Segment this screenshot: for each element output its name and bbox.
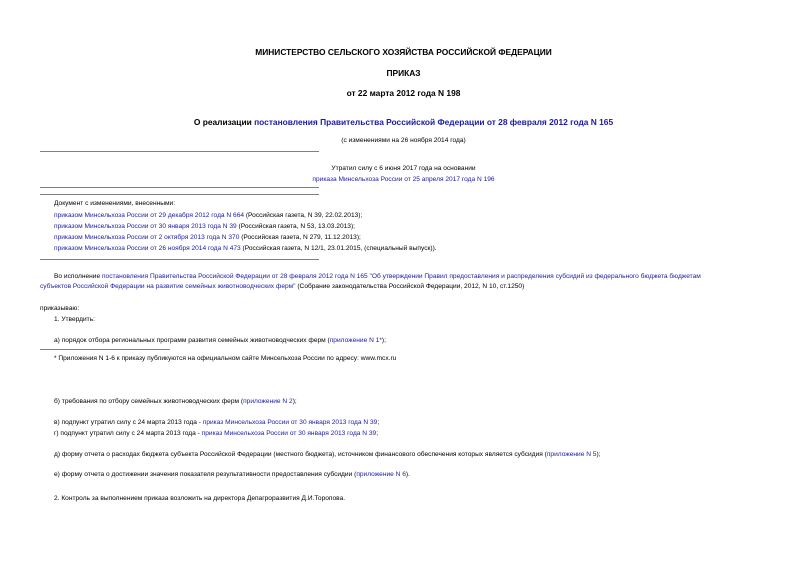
change-source: (Российская газета, N 279, 11.12.2013); <box>239 234 361 241</box>
status-line: Утратил силу с 6 июня 2017 года на основании <box>331 165 476 172</box>
item-g-end: ; <box>376 430 379 437</box>
item-b-end: ); <box>292 398 297 405</box>
item-1: 1. Утвердить: <box>54 316 95 323</box>
item-g <box>54 430 378 438</box>
preamble-line-2 <box>40 283 524 291</box>
item-e-text: е) форму отчета о достижении значения показателя результативности предоставления субсидии ( <box>54 471 357 478</box>
item-a-end: ); <box>381 337 386 344</box>
item-e-end: ). <box>405 471 410 478</box>
divider <box>40 259 319 260</box>
preamble-prefix: Во исполнение <box>54 273 102 280</box>
change-link[interactable]: приказом Минсельхоза России от 29 декабря 2012 года N 664 <box>54 212 245 219</box>
divider <box>40 187 319 188</box>
appendix-6-link[interactable]: приложение N 6 <box>356 471 406 478</box>
change-link[interactable]: приказом Минсельхоза России от 30 января 2013 года N 39 <box>54 223 237 230</box>
item-v <box>54 419 379 427</box>
change-source: (Российская газета, N 53, 13.03.2013); <box>236 223 355 230</box>
item-a-text: а) порядок отбора региональных программ развития семейных животноводческих ферм ( <box>54 337 330 344</box>
change-item <box>54 234 361 242</box>
change-item <box>54 223 355 231</box>
item-d-end: ); <box>596 451 601 458</box>
appendix-5-link[interactable]: приложение N 5 <box>546 451 597 458</box>
doc-type-heading: ПРИКАЗ <box>386 68 421 78</box>
amended-note: (с изменениями на 26 ноября 2014 года) <box>341 137 466 144</box>
title-link[interactable]: постановления Правительства Российской Федерации от 28 февраля 2012 года N 165 <box>254 117 614 127</box>
order-39-link[interactable]: приказ Минсельхоза России от 30 января 2013 года N 39 <box>202 419 378 426</box>
change-link[interactable]: приказом Минсельхоза России от 2 октября 2013 года N 370 <box>54 234 240 241</box>
item-g-text: г) подпункт утратил силу с 24 марта 2013 года - <box>54 430 202 437</box>
footnote: * Приложения N 1-6 к приказу публикуются на официальном сайте Минсельхоза России по адресу: www.mcx.ru <box>54 355 397 362</box>
change-source: (Российская газета, N 12/1, 23.01.2015, (специальный выпуск)). <box>240 245 437 252</box>
change-source: (Российская газета, N 39, 22.02.2013); <box>244 212 363 219</box>
divider <box>40 194 319 195</box>
item-b-text: б) требования по отбору семейных животноводческих ферм ( <box>54 398 244 405</box>
change-item <box>54 212 362 220</box>
item-d <box>54 451 601 459</box>
change-link[interactable]: приказом Минсельхоза России от 26 ноября 2014 года N 473 <box>54 245 241 252</box>
preamble-suffix: (Собрание законодательства Российской Федерации, 2012, N 10, ст.1250) <box>295 283 525 290</box>
preamble-link[interactable]: субъектов Российской Федерации на развитие семейных животноводческих ферм" <box>40 283 296 290</box>
ministry-heading: МИНИСТЕРСТВО СЕЛЬСКОГО ХОЗЯЙСТВА РОССИЙСКОЙ ФЕДЕРАЦИИ <box>255 47 552 57</box>
title-prefix: О реализации <box>193 117 255 127</box>
item-b <box>54 398 297 406</box>
changes-heading: Документ с изменениями, внесенными: <box>54 200 176 207</box>
preamble-link[interactable]: постановления Правительства Российской Федерации от 28 февраля 2012 года N 165 "Об утверждении Правил предоставления и распределения субсидий из федерального бюджета бюджетам <box>101 273 701 280</box>
item-e <box>54 471 410 479</box>
item-a <box>54 337 386 345</box>
item-d-text: д) форму отчета о расходах бюджета субъекта Российской Федерации (местного бюджета), источником финансового обеспечения которых является субсидия ( <box>54 451 547 458</box>
order-39-link[interactable]: приказ Минсельхоза России от 30 января 2013 года N 39 <box>201 430 377 437</box>
preamble-line-1 <box>54 273 701 281</box>
item-v-end: ; <box>377 419 380 426</box>
doc-title <box>0 117 807 127</box>
item-2: 2. Контроль за выполнением приказа возложить на директора Депагроразвития Д.И.Торопова. <box>54 495 346 502</box>
appendix-1-link[interactable]: приложение N 1* <box>329 337 382 344</box>
date-number: от 22 марта 2012 года N 198 <box>346 88 461 98</box>
item-v-text: в) подпункт утратил силу с 24 марта 2013 года - <box>54 419 203 426</box>
appendix-2-link[interactable]: приложение N 2 <box>243 398 293 405</box>
change-item <box>54 245 437 253</box>
footnote-divider <box>40 349 170 350</box>
order-word: приказываю: <box>40 305 80 312</box>
status-link[interactable]: приказа Минсельхоза России от 25 апреля 2017 года N 196 <box>312 176 495 183</box>
divider <box>40 151 319 152</box>
